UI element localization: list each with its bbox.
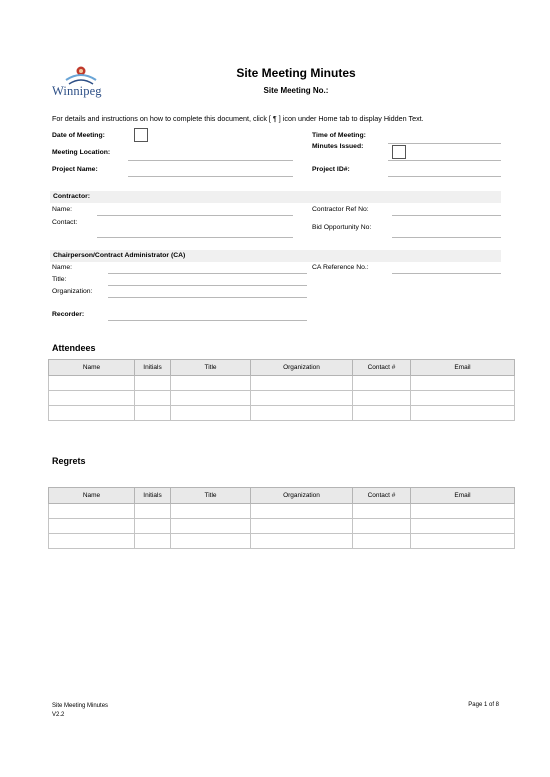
- table-row: [49, 534, 515, 549]
- table-cell[interactable]: [353, 391, 411, 406]
- table-cell[interactable]: [411, 534, 515, 549]
- footer-version: V2.2: [52, 712, 65, 718]
- table-cell[interactable]: [171, 376, 251, 391]
- ca-reference-field[interactable]: [392, 273, 501, 274]
- ca-section-header: [50, 250, 501, 262]
- regrets-table: [48, 487, 515, 549]
- ca-reference-label: CA Reference No.:: [312, 264, 369, 271]
- table-cell[interactable]: [49, 406, 135, 421]
- table-cell[interactable]: [251, 534, 353, 549]
- regrets-heading: Regrets: [52, 456, 86, 466]
- attendees-col-title: Title: [171, 360, 251, 376]
- table-cell[interactable]: [353, 406, 411, 421]
- table-cell[interactable]: [411, 391, 515, 406]
- meeting-location-label: Meeting Location:: [52, 149, 111, 156]
- table-cell[interactable]: [171, 519, 251, 534]
- attendees-col-organization: Organization: [251, 360, 353, 376]
- table-cell[interactable]: [411, 376, 515, 391]
- table-cell[interactable]: [411, 504, 515, 519]
- table-cell[interactable]: [135, 376, 171, 391]
- time-of-meeting-label: Time of Meeting:: [312, 132, 366, 139]
- table-cell[interactable]: [251, 391, 353, 406]
- site-meeting-number-label: Site Meeting No.:: [263, 86, 329, 95]
- table-cell[interactable]: [353, 376, 411, 391]
- table-cell[interactable]: [171, 504, 251, 519]
- contractor-name-label: Name:: [52, 206, 73, 213]
- table-cell[interactable]: [49, 391, 135, 406]
- contractor-ref-field[interactable]: [392, 215, 501, 216]
- table-cell[interactable]: [411, 406, 515, 421]
- table-cell[interactable]: [171, 391, 251, 406]
- ca-name-field[interactable]: [108, 273, 307, 274]
- table-cell[interactable]: [171, 534, 251, 549]
- ca-section-title: Chairperson/Contract Administrator (CA): [53, 252, 186, 259]
- table-cell[interactable]: [353, 519, 411, 534]
- time-of-meeting-field[interactable]: [388, 143, 501, 144]
- footer-left: [52, 702, 108, 720]
- table-cell[interactable]: [353, 534, 411, 549]
- meeting-location-field[interactable]: [128, 160, 293, 161]
- table-row: [49, 391, 515, 406]
- table-row: [49, 406, 515, 421]
- recorder-field[interactable]: [108, 320, 307, 321]
- contractor-section-header: [50, 191, 501, 203]
- ca-organization-field[interactable]: [108, 297, 307, 298]
- project-name-label: Project Name:: [52, 166, 98, 173]
- table-cell[interactable]: [49, 376, 135, 391]
- table-cell[interactable]: [49, 534, 135, 549]
- regrets-header-row: [49, 488, 515, 504]
- attendees-col-contact: Contact #: [353, 360, 411, 376]
- table-cell[interactable]: [135, 504, 171, 519]
- regrets-col-initials: Initials: [135, 488, 171, 504]
- logo-text: Winnipeg: [52, 84, 102, 98]
- table-cell[interactable]: [353, 504, 411, 519]
- document-title: Site Meeting Minutes: [236, 66, 356, 80]
- recorder-label: Recorder:: [52, 311, 85, 318]
- table-row: [49, 519, 515, 534]
- contractor-name-field[interactable]: [97, 215, 293, 216]
- ca-name-label: Name:: [52, 264, 73, 271]
- attendees-col-initials: Initials: [135, 360, 171, 376]
- attendees-col-email: Email: [411, 360, 515, 376]
- project-id-field[interactable]: [388, 176, 501, 177]
- table-cell[interactable]: [49, 519, 135, 534]
- table-cell[interactable]: [251, 376, 353, 391]
- regrets-col-title: Title: [171, 488, 251, 504]
- footer-page-number: Page 1 of 8: [468, 702, 499, 708]
- table-cell[interactable]: [135, 519, 171, 534]
- table-row: [49, 504, 515, 519]
- table-cell[interactable]: [135, 391, 171, 406]
- minutes-issued-line: [388, 160, 501, 161]
- contractor-contact-field[interactable]: [97, 237, 293, 238]
- minutes-issued-label: Minutes Issued:: [312, 143, 364, 150]
- minutes-issued-field[interactable]: [392, 145, 406, 159]
- contractor-section-title: Contractor:: [53, 193, 91, 200]
- attendees-col-name: Name: [49, 360, 135, 376]
- table-cell[interactable]: [251, 406, 353, 421]
- table-cell[interactable]: [411, 519, 515, 534]
- footer-document-name: Site Meeting Minutes: [52, 703, 109, 709]
- regrets-col-contact: Contact #: [353, 488, 411, 504]
- table-cell[interactable]: [135, 406, 171, 421]
- date-of-meeting-label: Date of Meeting:: [52, 132, 105, 139]
- contractor-contact-label: Contact:: [52, 219, 78, 226]
- instructions-text: For details and instructions on how to complete this document, click [ ¶ ] icon under Home tab to display Hidden Text.: [52, 114, 424, 123]
- contractor-ref-label: Contractor Ref No:: [312, 206, 369, 213]
- table-cell[interactable]: [49, 504, 135, 519]
- ca-organization-label: Organization:: [52, 288, 93, 295]
- table-row: [49, 376, 515, 391]
- ca-title-label: Title:: [52, 276, 67, 283]
- regrets-col-name: Name: [49, 488, 135, 504]
- project-name-field[interactable]: [128, 176, 293, 177]
- table-cell[interactable]: [251, 519, 353, 534]
- project-id-label: Project ID#:: [312, 166, 350, 173]
- table-cell[interactable]: [251, 504, 353, 519]
- attendees-table: [48, 359, 515, 421]
- regrets-col-organization: Organization: [251, 488, 353, 504]
- attendees-header-row: [49, 360, 515, 376]
- date-of-meeting-field[interactable]: [134, 128, 148, 142]
- bid-opportunity-label: Bid Opportunity No:: [312, 224, 372, 231]
- table-cell[interactable]: [135, 534, 171, 549]
- ca-title-field[interactable]: [108, 285, 307, 286]
- table-cell[interactable]: [171, 406, 251, 421]
- regrets-col-email: Email: [411, 488, 515, 504]
- attendees-heading: Attendees: [52, 343, 96, 353]
- bid-opportunity-field[interactable]: [392, 237, 501, 238]
